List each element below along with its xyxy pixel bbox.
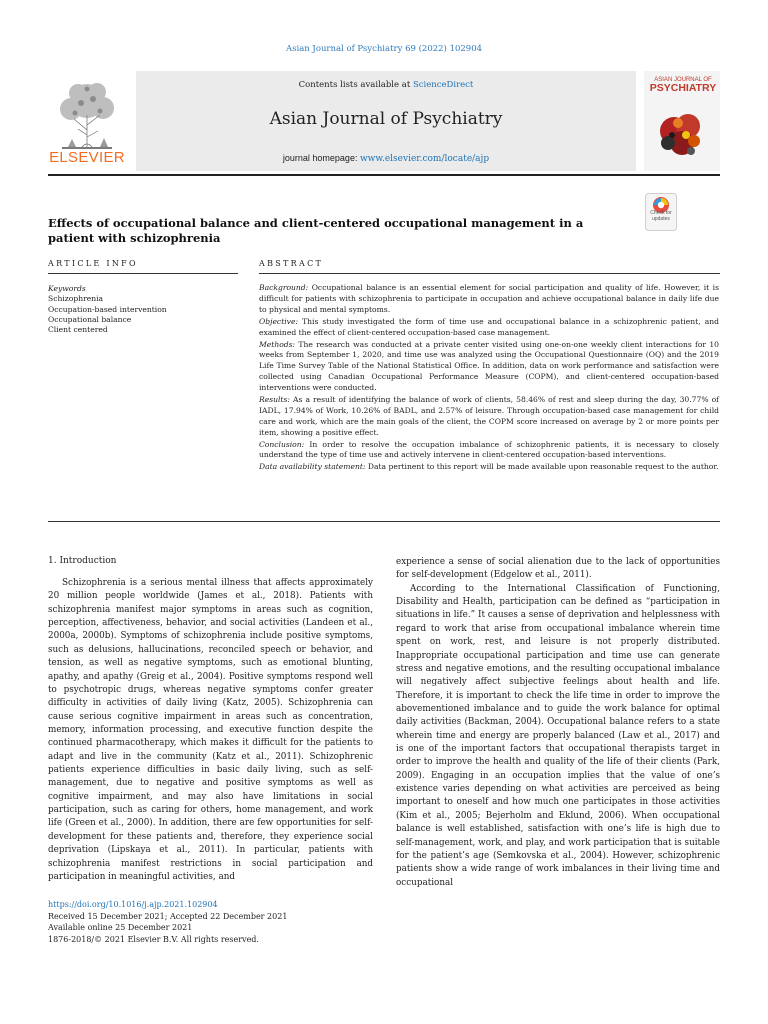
abstract-results	[259, 395, 719, 438]
body-paragraph: According to the International Classification of Functioning, Disability and Health, participation can be defined as “participation in situations in life.” It causes a sense of deprivation and helplessness with regard to work that arise from occupational imbalance wherein time spent on work, rest, and leisure is not properly distributed. Inappropriate occupational participation and time use can generate stress and negative emotions, and the resulting occupational imbalance will negatively affect subjective feelings about health and life. Therefore, it is important to check the life time in order to improve the abovementioned imbalance and to guide the work balance for optimal daily activities (Backman, 2004). Occupational balance refers to a state wherein time and energy are properly balanced (Law et al., 2017) and is one of the important factors that occupational therapists target in order to improve the health and quality of the life of their clients (Park, 2009). Engaging in an occupation implies that the value of one’s existence varies depending on what activities are perceived as being important to oneself and how much one participates in those activities (Kim et al., 2005; Bejerholm and Eklund, 2006). When occupational balance is well established, satisfaction with one’s life is high due to self-management, work, and play, and work participation that is suitable for the patient’s age (Semkovska et al., 2004). However, schizophrenic patients show a wide range of work imbalances in their living time and occupational	[396, 583, 720, 888]
sciencedirect-link[interactable]: ScienceDirect	[412, 80, 474, 90]
abstract-data-availability	[259, 462, 719, 473]
abstract-background	[259, 283, 719, 316]
article-info-rule	[48, 273, 238, 274]
homepage-label: journal homepage:	[282, 153, 360, 163]
contents-prefix: Contents lists available at	[298, 80, 413, 90]
keywords-label: Keywords	[48, 284, 86, 293]
keyword-item: Occupation-based intervention	[48, 304, 167, 314]
abstract-text: As a result of identifying the balance of work of clients, 58.46% of rest and sleep during the day, 30.77% of IADL, 17.94% of Work, 10.26% of BADL, and 2.57% of leisure. Through occupation-based case management for child care and work, which are the main goals of the client, the COPM score increased on average by 2 or more points per item, showing a positive effect.	[259, 395, 719, 437]
journal-title: Asian Journal of Psychiatry	[269, 109, 503, 129]
copyright: 1876-2018/© 2021 Elsevier B.V. All rights reserved.	[48, 934, 259, 944]
abstract-body	[259, 283, 719, 474]
abstract-text: The research was conducted at a private center visited using one-on-one weekly client interactions for 10 weeks from September 1, 2020, and time use was analyzed using the Occupational Questionnaire (OQ) and the 2019 Life Time Survey Table of the National Statistical Office. In addition, data on work performance and satisfaction were collected using Canadian Occupational Performance Measure (COPM), and client-centered occupation-based interventions were conducted.	[259, 339, 719, 392]
body-paragraph: experience a sense of social alienation due to the lack of opportunities for self-development (Edgelow et al., 2011).	[396, 557, 720, 581]
abstract-label: Methods:	[259, 339, 296, 349]
cover-artwork	[644, 71, 720, 171]
article-footer	[48, 899, 388, 945]
abstract-text: This study investigated the form of time use and occupational balance in a schizophrenic patient, and examined the effect of client-centered occupation-based case management.	[259, 316, 719, 337]
keywords-block	[48, 284, 228, 336]
abstract-rule	[259, 273, 720, 274]
article-info-heading: ARTICLE INFO	[48, 259, 138, 268]
journal-info-box	[136, 71, 636, 171]
journal-homepage	[136, 153, 636, 164]
cover-title-large: PSYCHIATRY	[649, 82, 717, 94]
body-column-right	[396, 556, 720, 890]
doi-link[interactable]: https://doi.org/10.1016/j.ajp.2021.102904	[48, 900, 218, 909]
abstract-objective	[259, 317, 719, 339]
journal-cover-image	[644, 71, 720, 171]
abstract-label: Results:	[259, 395, 290, 404]
front-matter-divider	[48, 521, 720, 522]
elsevier-wordmark: ELSEVIER	[49, 149, 125, 166]
body-column-left	[48, 577, 373, 884]
available-online: Available online 25 December 2021	[48, 923, 193, 933]
abstract-text: Data pertinent to this report will be made available upon reasonable request to the author.	[365, 462, 719, 472]
homepage-link[interactable]: www.elsevier.com/locate/ajp	[359, 154, 490, 164]
abstract-label: Background:	[259, 283, 309, 292]
article-title: Effects of occupational balance and client-centered occupational management in a patient with schizophrenia	[48, 216, 584, 245]
received-dates: Received 15 December 2021; Accepted 22 December 2021	[48, 911, 288, 921]
keyword-item: Schizophrenia	[48, 294, 104, 304]
journal-citation[interactable]: Asian Journal of Psychiatry 69 (2022) 102904	[285, 44, 483, 54]
keyword-item: Client centered	[48, 325, 108, 335]
abstract-conclusion	[259, 440, 719, 462]
abstract-text: Occupational balance is an essential element for social participation and quality of life. However, it is difficult for patients with schizophrenia to participate in occupation and achieve occupational balance in daily life due to physical and mental symptoms.	[259, 283, 719, 314]
journal-header	[48, 71, 720, 176]
abstract-label: Data availability statement:	[259, 462, 366, 472]
abstract-heading: ABSTRACT	[259, 259, 324, 268]
abstract-text: In order to resolve the occupation imbalance of schizophrenic patients, it is necessary to closely understand the type of time use and actively intervene in client-centered occupation-based interventions.	[259, 439, 719, 460]
abstract-label: Objective:	[259, 316, 299, 326]
abstract-label: Conclusion:	[259, 439, 305, 449]
contents-availability	[136, 80, 636, 90]
abstract-methods	[259, 340, 719, 394]
keyword-item: Occupational balance	[48, 314, 132, 324]
cover-title-small: ASIAN JOURNAL OF	[654, 77, 712, 83]
section-heading-introduction: 1. Introduction	[48, 556, 117, 566]
check-for-updates-label[interactable]: Check for updates	[650, 210, 672, 222]
body-paragraph: Schizophrenia is a serious mental illness that affects approximately 20 million people worldwide (James et al., 2018). Patients with schizophrenia manifest major symptoms in areas such as cognition, perception, affectiveness, behavior, and social activities (Landeen et al., 2000a, 2000b). Symptoms of schizophrenia include positive symptoms, such as delusions, hallucinations, reconciled speech or behavior, and tension, as well as negative symptoms, such as emotional blunting, apathy, and apathy (Greig et al., 2004). Positive symptoms respond well to psychotropic drugs, whereas negative symptoms confer greater difficulty in activities of daily living (Katz, 2005). Schizophrenia can cause serious cognitive impairment in areas such as concentration, memory, information processing, and executive function despite the continued pharmacotherapy, which makes it difficult for the patients to adapt and live in the community (Katz et al., 2011). Schizophrenic patients experience difficulties in basic daily living, such as self-management, due to negative and positive symptoms as well as cognitive impairment, and may also have limitations in social participation, such as caring for others, home management, and work life (Green et al., 2000). In addition, there are few opportunities for self-development for these patients and, therefore, they experience social deprivation (Lipskaya et al., 2011). In particular, patients with schizophrenia manifest restrictions in social participation and participation in meaningful activities, and	[48, 578, 373, 882]
